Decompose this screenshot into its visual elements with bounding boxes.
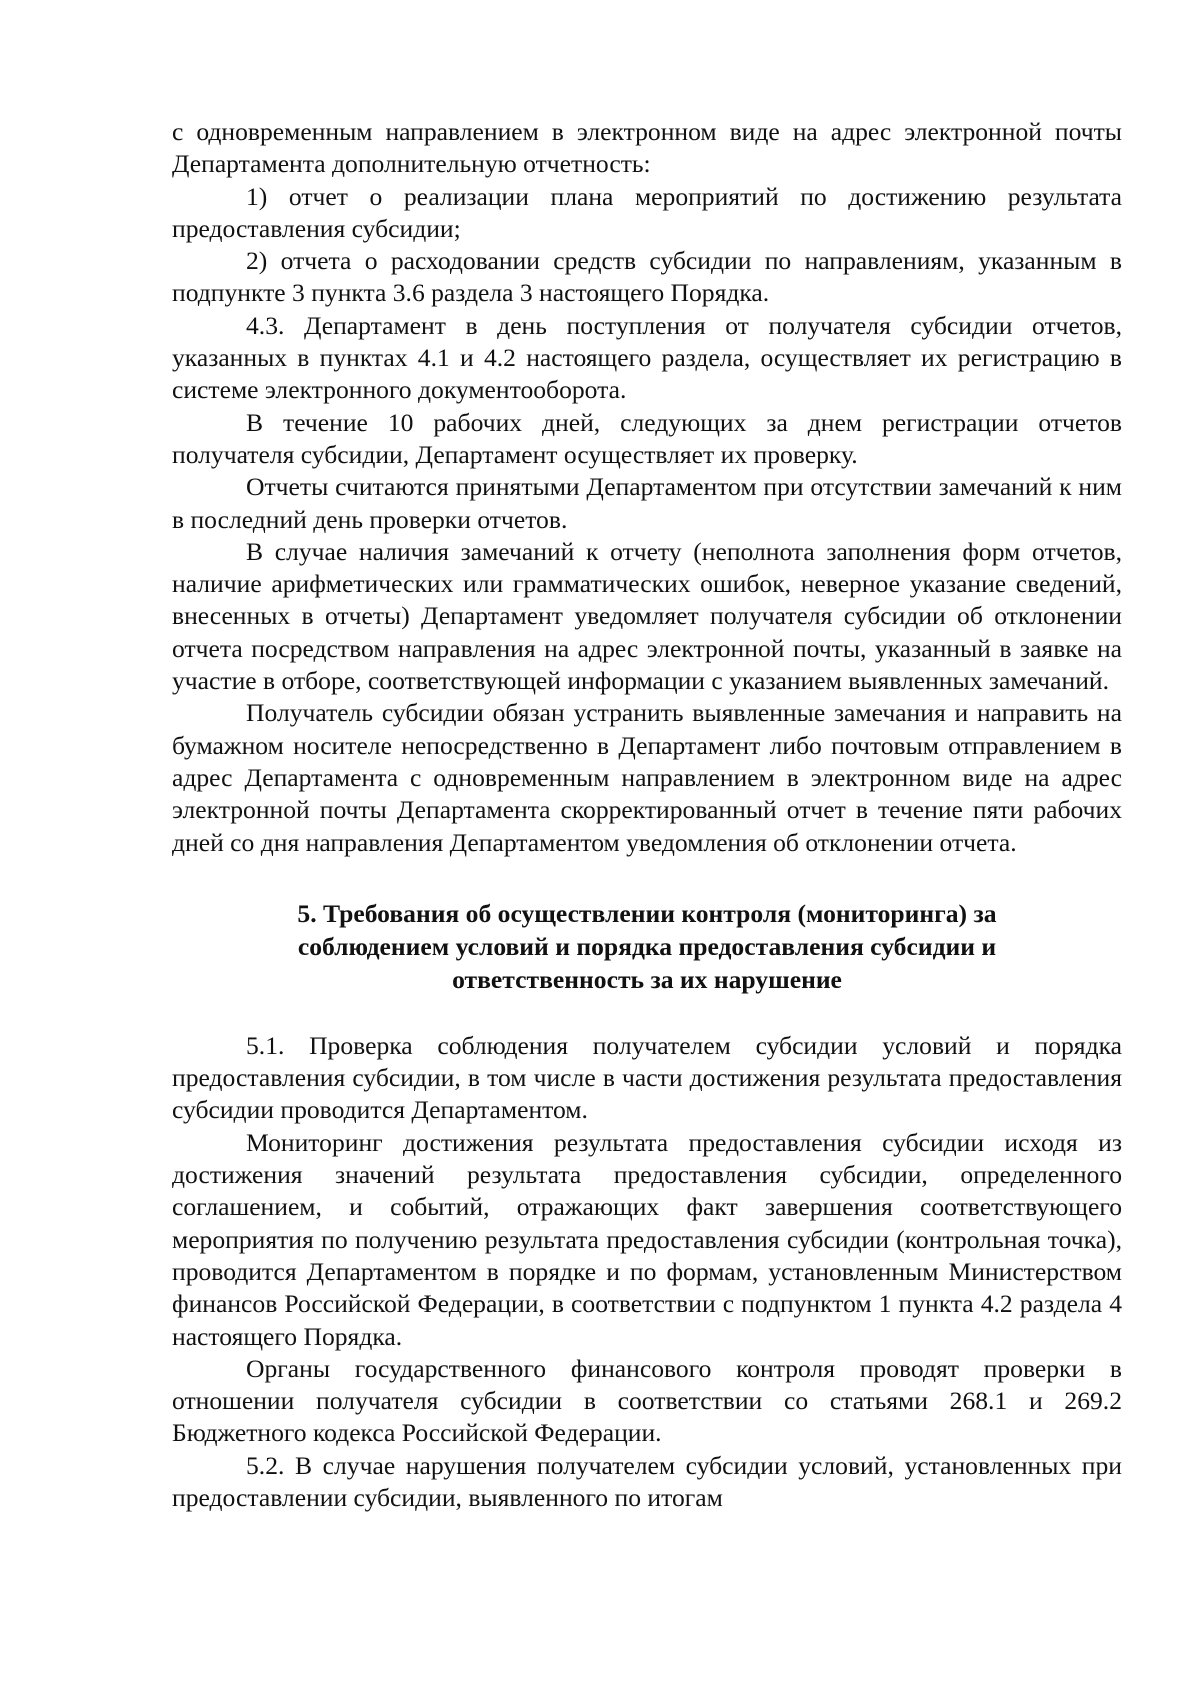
paragraph-remarks: В случае наличия замечаний к отчету (неполнота заполнения форм отчетов, наличие арифметических или грамматических ошибок, неверное указание сведений, внесенных в отчеты) Департамент уведомляет получателя субсидии об отклонении отчета посредством направления на адрес электронной почты, указанный в заявке на участие в отборе, соответствующей информации с указанием выявленных замечаний. xyxy=(172,536,1122,696)
section-5-heading: 5. Требования об осуществлении контроля (мониторинга) за соблюдением условий и порядка предоставления субсидии и ответственность за их нарушение xyxy=(297,898,997,994)
paragraph-state-control: Органы государственного финансового контроля проводят проверки в отношении получателя субсидии в соответствии со статьями 268.1 и 269.2 Бюджетного кодекса Российской Федерации. xyxy=(172,1353,1122,1448)
paragraph-item-1: 1) отчет о реализации плана мероприятий по достижению результата предоставления субсидии; xyxy=(172,181,1122,243)
paragraph-item-2: 2) отчета о расходовании средств субсидии по направлениям, указанным в подпункте 3 пункта 3.6 раздела 3 настоящего Порядка. xyxy=(172,246,1122,308)
paragraph-corrections: Получатель субсидии обязан устранить выявленные замечания и направить на бумажном носителе непосредственно в Департамент либо почтовым отправлением в адрес Департамента с одновременным направлением в электронном виде на адрес электронной почты Департамента скорректированный отчет в течение пяти рабочих дней со дня направления Департаментом уведомления об отклонении отчета. xyxy=(172,698,1122,857)
paragraph-continuation: с одновременным направлением в электронном виде на адрес электронной почты Департамента дополнительную отчетность: xyxy=(172,117,1122,179)
document-page xyxy=(172,116,1122,1514)
paragraph-4-3: 4.3. Департамент в день поступления от получателя субсидии отчетов, указанных в пунктах 4.1 и 4.2 настоящего раздела, осуществляет их регистрацию в системе электронного документооборота. xyxy=(172,310,1122,405)
paragraph-reports-accepted: Отчеты считаются принятыми Департаментом при отсутствии замечаний к ним в последний день проверки отчетов. xyxy=(172,472,1122,534)
paragraph-5-2: 5.2. В случае нарушения получателем субсидии условий, установленных при предоставлении субсидии, выявленного по итогам xyxy=(172,1450,1122,1512)
paragraph-review-period: В течение 10 рабочих дней, следующих за днем регистрации отчетов получателя субсидии, Департамент осуществляет их проверку. xyxy=(172,407,1122,469)
paragraph-monitoring: Мониторинг достижения результата предоставления субсидии исходя из достижения значений результата предоставления субсидии, определенного соглашением, и событий, отражающих факт завершения соответствующего мероприятия по получению результата предоставления субсидии (контрольная точка), проводится Департаментом в порядке и по формам, установленным Министерством финансов Российской Федерации, в соответствии с подпунктом 1 пункта 4.2 раздела 4 настоящего Порядка. xyxy=(172,1127,1122,1351)
paragraph-5-1: 5.1. Проверка соблюдения получателем субсидии условий и порядка предоставления субсидии, в том числе в части достижения результата предоставления субсидии проводится Департаментом. xyxy=(172,1030,1122,1125)
